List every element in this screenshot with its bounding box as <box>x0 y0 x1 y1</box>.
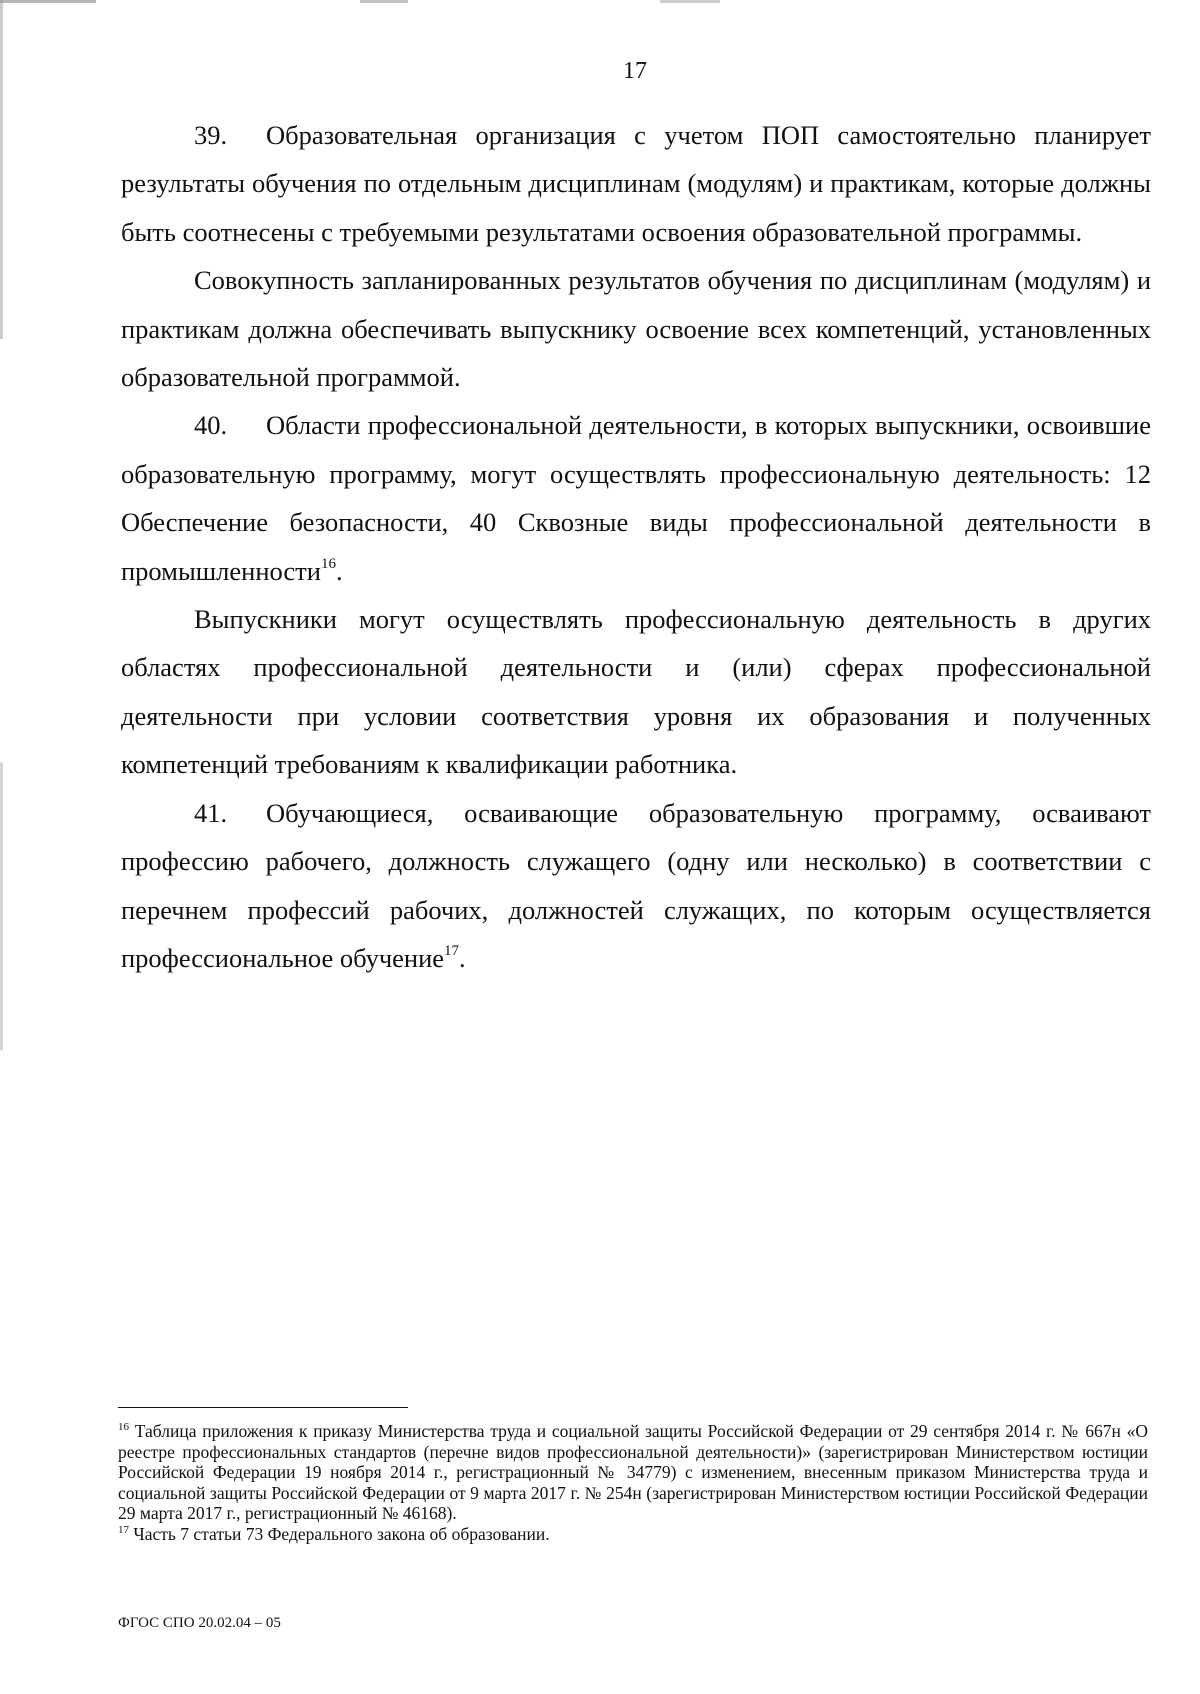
footnote-17 <box>118 1524 1148 1545</box>
paragraph-41 <box>121 789 1151 983</box>
document-code: ФГОС СПО 20.02.04 – 05 <box>118 1615 281 1631</box>
paragraph-40 <box>121 401 1151 595</box>
paragraph-number: 39. <box>194 120 228 150</box>
paragraph-number: 40. <box>194 410 228 441</box>
paragraph-text: Выпускники могут осуществлять профессиональную деятельность в других областях профессиональной деятельности и (или) сферах профессиональной деятельности при условии соответствия уровня их образования и полученных компетенций требованиям к квалификации работника. <box>121 604 1151 780</box>
paragraph-text: Совокупность запланированных результатов обучения по дисциплинам (модулям) и практикам должна обеспечивать выпускнику освоение всех компетенций, установленных образовательной программой. <box>121 265 1151 393</box>
scan-edge-top <box>0 0 1200 3</box>
paragraph-39 <box>121 111 1151 256</box>
footnote-ref-16[interactable]: 16 <box>320 555 336 572</box>
body-text <box>121 111 1151 982</box>
paragraph-end-punct: . <box>335 555 343 586</box>
paragraph-text: Обучающиеся, осваивающие образовательную программу, осваивают профессию рабочего, должность служащего (одну или несколько) в соответствии с перечнем профессий рабочих, должностей служащих, по которым осуществляется профессиональное обучение <box>121 797 1151 973</box>
footnote-separator <box>118 1407 408 1408</box>
paragraph-number: 41. <box>194 797 228 828</box>
scan-edge-left <box>0 0 3 1694</box>
footnote-mark: 17 <box>118 1523 129 1536</box>
paragraph-text: Образовательная организация с учетом ПОП самостоятельно планирует результаты обучения по отдельным дисциплинам (модулям) и практикам, которые должны быть соотнесены с требуемыми результатами освоения образовательной программы. <box>121 120 1151 247</box>
footnote-text: Таблица приложения к приказу Министерства труда и социальной защиты Российской Федерации от 29 сентября 2014 г. № 667н «О реестре профессиональных стандартов (перечне видов профессиональной деятельности)» (зарегистрирован Министерством юстиции Российской Федерации 19 ноября 2014 г., регистрационный № 34779) с изменением, внесенным приказом Министерства труда и социальной защиты Российской Федерации от 9 марта 2017 г. № 254н (зарегистрирован Министерством юстиции Российской Федерации 29 марта 2017 г., регистрационный № 46168). <box>118 1421 1148 1524</box>
paragraph-40-continued <box>121 595 1151 789</box>
page-number: 17 <box>623 58 647 84</box>
footnote-16 <box>118 1421 1148 1524</box>
footnote-text: Часть 7 статьи 73 Федерального закона об образовании. <box>129 1523 550 1544</box>
footnotes <box>118 1421 1148 1545</box>
footnote-ref-17[interactable]: 17 <box>444 942 460 959</box>
footnote-mark: 16 <box>118 1421 129 1433</box>
paragraph-text: Области профессиональной деятельности, в которых выпускники, освоившие образовательную программу, могут осуществлять профессиональную деятельность: 12 Обеспечение безопасности, 40 Сквозные виды профессиональной деятельности в промышленности <box>121 410 1151 586</box>
paragraph-39-continued <box>121 256 1151 401</box>
paragraph-end-punct: . <box>459 942 466 973</box>
